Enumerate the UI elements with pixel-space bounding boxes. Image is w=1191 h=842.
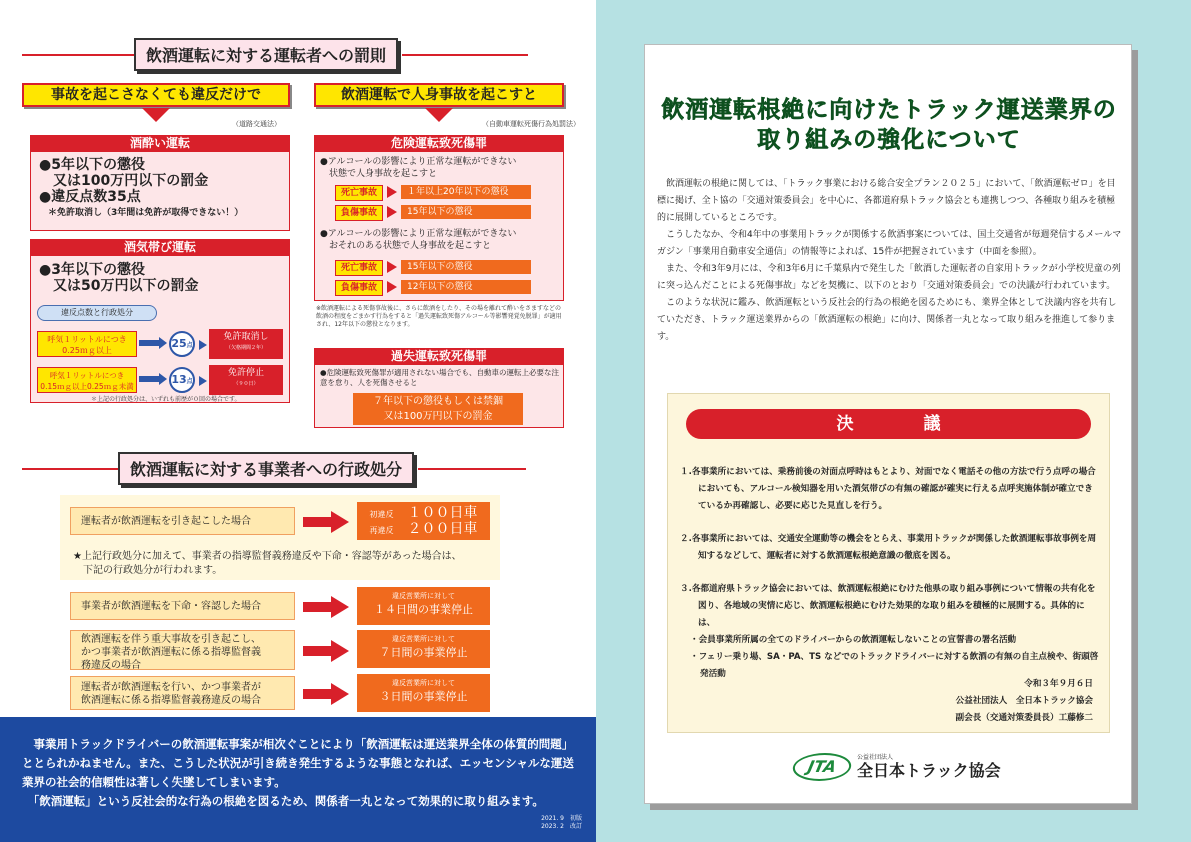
row2-result bbox=[209, 365, 283, 395]
negligence-result1: ７年以下の懲役もしくは禁錮 bbox=[373, 396, 503, 407]
danger-result4: 12年以下の懲役 bbox=[401, 280, 531, 294]
repeat-violation-value: ２００日車 bbox=[407, 521, 478, 537]
danger-desc1b: 状態で人身事故を起こすと bbox=[320, 169, 438, 179]
drunk-line1: ●5年以下の懲役 bbox=[39, 157, 145, 173]
admin-result2-top: 違反営業所に対して bbox=[392, 592, 455, 600]
admin-note bbox=[73, 550, 462, 578]
resolution-person: 副会長（交通対策委員長）工藤修二 bbox=[955, 713, 1093, 723]
resolution-panel bbox=[644, 44, 1132, 804]
danger-note: ※飲酒運転による死傷事故後に、さらに飲酒をしたり、その場を離れて酔いをさますなどの飲酒の程度をごまかす行為をすると「過失運転致死傷アルコール等影響発覚免脱罪」が適用され、12年以下の懲役となります。 bbox=[316, 305, 562, 328]
admin-case4 bbox=[70, 676, 295, 710]
logo-small-text: 公益社団法人 bbox=[857, 754, 894, 761]
footer-paragraph2: 「飲酒運転」という反社会的な行為の根絶を図るため、関係者一丸となって効果的に取り組みます。 bbox=[22, 794, 544, 808]
intro-paragraph4: このような状況に鑑み、飲酒運転という反社会的行為の根絶を図るためにも、業界全体として決議内容を共有していただき、トラック運送業界からの「飲酒運転の根絶」に向け、関係者一丸となって取り組みを推進して参ります。 bbox=[657, 298, 1117, 342]
row2-points-value: 13 bbox=[171, 373, 187, 386]
no-accident-heading: 事故を起こさなくても違反だけで bbox=[22, 83, 290, 107]
footer-message bbox=[0, 717, 596, 842]
death-accident-tag-2: 死亡事故 bbox=[335, 260, 383, 276]
influence-line2: 又は50万円以下の罰金 bbox=[39, 278, 199, 294]
dangerous-driving-title: 危険運転致死傷罪 bbox=[314, 135, 564, 151]
admin-note2: 下記の行政処分が行われます。 bbox=[73, 565, 223, 576]
admin-case3 bbox=[70, 630, 295, 670]
arrow-icon bbox=[199, 376, 207, 386]
down-arrow-icon bbox=[142, 108, 170, 122]
arrow-icon bbox=[139, 376, 159, 382]
first-violation-value: １００日車 bbox=[407, 505, 478, 521]
admin-case3-line1: 飲酒運転を伴う重大事故を引き起こし、 bbox=[81, 634, 261, 645]
arrow-icon bbox=[159, 373, 167, 385]
admin-result4-top: 違反営業所に対して bbox=[392, 679, 455, 687]
resolution-item2: ２.各事業所においては、交通安全運動等の機会をとらえ、事業用トラックが関係した飲酒運転事故事例を周知するなどして、運転者に対する飲酒運転根絶意識の徹底を図る。 bbox=[680, 534, 1097, 561]
resolution-text bbox=[680, 464, 1100, 683]
danger-result3: 15年以下の懲役 bbox=[401, 260, 531, 274]
edition-first: 2021. 9 初版 bbox=[541, 815, 582, 822]
drunk-driving-title: 酒酔い運転 bbox=[30, 135, 290, 151]
arrow-icon bbox=[303, 513, 351, 529]
admin-result3-main: ７日間の事業停止 bbox=[379, 646, 468, 659]
admin-case3-line2: かつ事業者が飲酒運転に係る指導監督義 bbox=[81, 647, 261, 658]
resolution-org: 公益社団法人 全日本トラック協会 bbox=[955, 696, 1093, 706]
row2-result-sub: （９０日） bbox=[233, 381, 259, 387]
footer-paragraph1: 事業用トラックドライバーの飲酒運転事案が相次ぐことにより「飲酒運転は運送業界全体の体質的問題」ととられかねません。また、こうした状況が引き続き発生するような事態となれば、エッセンシャルな運送業界の社会的信頼性は著しく失墜してしまいます。 bbox=[22, 737, 574, 789]
admin-result3-top: 違反営業所に対して bbox=[392, 635, 455, 643]
resolution-item3: ３.各都道府県トラック協会においては、飲酒運転根絶にむけた他県の取り組み事例について情報の共有化を図り、各地域の実情に応じ、飲酒運転根絶にむけた効果的な取り組みを積極的に展開する。具体的には、 bbox=[680, 584, 1096, 628]
resolution-item3b: ・フェリー乗り場、SA・PA、TS などでのトラックドライバーに対する飲酒の有無の自主点検や、街頭啓発活動 bbox=[690, 652, 1099, 679]
row2-condition bbox=[37, 367, 137, 393]
law-punishment: （自動車運転死傷行為処罰法） bbox=[482, 120, 580, 128]
jta-logo bbox=[793, 753, 1001, 781]
edition-info bbox=[541, 815, 582, 831]
drunk-line4: ＊免許取消し（3年間は免許が取得できない！） bbox=[39, 208, 244, 218]
negligence-desc: ●危険運転致死傷罪が適用されない場合でも、自動車の運転上必要な注意を怠り、人を死傷させると bbox=[320, 368, 560, 387]
business-title: 飲酒運転に対する事業者への行政処分 bbox=[118, 452, 414, 485]
row1-result bbox=[209, 329, 283, 359]
admin-result4-main: ３日間の事業停止 bbox=[379, 690, 468, 703]
edition-revised: 2023. 2 改訂 bbox=[541, 823, 582, 830]
section-title-business-penalties bbox=[22, 452, 526, 485]
negligence-result bbox=[353, 393, 523, 425]
main-title bbox=[645, 95, 1133, 155]
danger-result1: １年以上20年以下の懲役 bbox=[401, 185, 531, 199]
intro-paragraph2: こうしたなか、令和4年中の事業用トラックが関係する飲酒事案については、国土交通省が毎週発信するメールマガジン「事業用自動車安全通信」の情報等によれば、15件が把握されています（中面を参照）。 bbox=[657, 230, 1122, 257]
row1-cond2: 0.25ｍｇ以上 bbox=[62, 346, 112, 355]
admin-case4-line2: 飲酒運転に係る指導監督義務違反の場合 bbox=[81, 695, 261, 706]
points-label: 違反点数と行政処分 bbox=[37, 305, 157, 321]
resolution-item3a: ・会員事業所所属の全てのドライバーからの飲酒運転しないことの宣誓書の署名活動 bbox=[690, 635, 1017, 645]
resolution-date: 令和３年９月６日 bbox=[1024, 679, 1093, 689]
negligence-result2: 又は100万円以下の罰金 bbox=[383, 411, 493, 422]
admin-result2-main: １４日間の事業停止 bbox=[374, 603, 473, 616]
repeat-violation-label: 再違反 bbox=[369, 526, 394, 535]
first-violation-label: 初違反 bbox=[369, 510, 394, 519]
danger-desc1: ●アルコールの影響により正常な運転ができない bbox=[320, 157, 517, 167]
drunk-line3: ●違反点数35点 bbox=[39, 189, 141, 205]
arrow-icon bbox=[303, 642, 351, 658]
arrow-icon bbox=[303, 598, 351, 614]
arrow-icon bbox=[159, 337, 167, 349]
row2-cond2: 0.15ｍｇ以上0.25ｍｇ未満 bbox=[40, 382, 134, 391]
injury-accident-tag-2: 負傷事故 bbox=[335, 280, 383, 296]
intro-text bbox=[657, 176, 1122, 346]
admin-result4 bbox=[357, 674, 490, 712]
resolution-title: 決議 bbox=[686, 409, 1091, 439]
drunk-driving-box bbox=[30, 151, 290, 231]
admin-case1: 運転者が飲酒運転を引き起こした場合 bbox=[70, 507, 295, 535]
danger-desc2: ●アルコールの影響により正常な運転ができない bbox=[320, 229, 517, 239]
arrow-icon bbox=[199, 340, 207, 350]
admin-case2: 事業者が飲酒運転を下命・容認した場合 bbox=[70, 592, 295, 620]
row2-points-unit: 点 bbox=[186, 378, 193, 385]
injury-accident-tag: 負傷事故 bbox=[335, 205, 383, 221]
down-arrow-icon bbox=[425, 108, 453, 122]
admin-result3 bbox=[357, 630, 490, 668]
section-title-driver-penalties bbox=[22, 38, 528, 71]
row1-result-label: 免許取消し bbox=[223, 332, 269, 342]
admin-case3-line3: 務違反の場合 bbox=[81, 660, 141, 671]
influence-line1: ●3年以下の懲役 bbox=[39, 262, 145, 278]
resolution-item1: １.各事業所においては、乗務前後の対面点呼時はもとより、対面でなく電話その他の方法で行う点呼の場合においても、アルコール検知器を用いた酒気帯びの有無の確認が確実に行える点呼実施体制が確立できているか再確認し、必要に応じた見直しを行う。 bbox=[680, 467, 1096, 511]
arrow-icon bbox=[303, 685, 351, 701]
negligence-box bbox=[314, 364, 564, 428]
logo-org-name: 全日本トラック協会 bbox=[857, 761, 1001, 780]
row1-result-sub: （欠格期間２年） bbox=[225, 345, 266, 351]
admin-result2 bbox=[357, 587, 490, 625]
dangerous-driving-box bbox=[314, 151, 564, 301]
danger-desc2b: おそれのある状態で人身事故を起こすと bbox=[320, 241, 492, 251]
row2-cond1: 呼気１リットルにつき bbox=[49, 371, 125, 380]
death-accident-tag: 死亡事故 bbox=[335, 185, 383, 201]
row1-points-value: 25 bbox=[171, 337, 187, 350]
influence-driving-title: 酒気帯び運転 bbox=[30, 239, 290, 255]
row2-points bbox=[169, 367, 195, 393]
admin-case4-line1: 運転者が飲酒運転を行い、かつ事業者が bbox=[81, 682, 261, 693]
intro-paragraph1: 飲酒運転の根絶に関しては、「トラック事業における総合安全プラン２０２５」において、「飲酒運転ゼロ」を目標に掲げ、全ト協の「交通対策委員会」を中心に、各都道府県トラック協会とも連携しつつ、各種取り組みを積極的に展開しているところです。 bbox=[657, 179, 1116, 223]
row1-condition bbox=[37, 331, 137, 357]
danger-result2: 15年以下の懲役 bbox=[401, 205, 531, 219]
row1-points bbox=[169, 331, 195, 357]
main-title-line2: 取り組みの強化について bbox=[757, 127, 1021, 153]
influence-note: ＊上記の行政処分は、いずれも前歴が０回の場合です。 bbox=[91, 396, 241, 403]
negligence-title: 過失運転致死傷罪 bbox=[314, 348, 564, 364]
arrow-icon bbox=[387, 261, 397, 273]
arrow-icon bbox=[387, 186, 397, 198]
law-road-traffic: （道路交通法） bbox=[232, 120, 281, 128]
accident-heading: 飲酒運転で人身事故を起こすと bbox=[314, 83, 564, 107]
intro-paragraph3: また、令和3年9月には、令和3年6月に千葉県内で発生した「飲酒した運転者の自家用トラックが小学校児童の列に突っ込んだことによる死傷事故」などを契機に、以下のとおり「交通対策委員会」での決議が行われています。 bbox=[657, 264, 1121, 291]
row2-result-label: 免許停止 bbox=[227, 368, 264, 378]
admin-note1: ★上記行政処分に加えて、事業者の指導監督義務違反や下命・容認等があった場合は、 bbox=[73, 551, 462, 562]
resolution-box bbox=[667, 393, 1110, 733]
drunk-line2: 又は100万円以下の罰金 bbox=[39, 173, 209, 189]
main-title-line1: 飲酒運転根絶に向けたトラック運送業界の bbox=[661, 97, 1117, 123]
jta-logo-icon: JTA bbox=[790, 753, 854, 781]
admin-result1 bbox=[357, 502, 490, 540]
arrow-icon bbox=[387, 281, 397, 293]
arrow-icon bbox=[387, 206, 397, 218]
arrow-icon bbox=[139, 340, 159, 346]
row1-cond1: 呼気１リットルにつき bbox=[47, 335, 127, 344]
penalty-title: 飲酒運転に対する運転者への罰則 bbox=[134, 38, 398, 71]
influence-driving-box bbox=[30, 255, 290, 403]
row1-points-unit: 点 bbox=[186, 342, 193, 349]
